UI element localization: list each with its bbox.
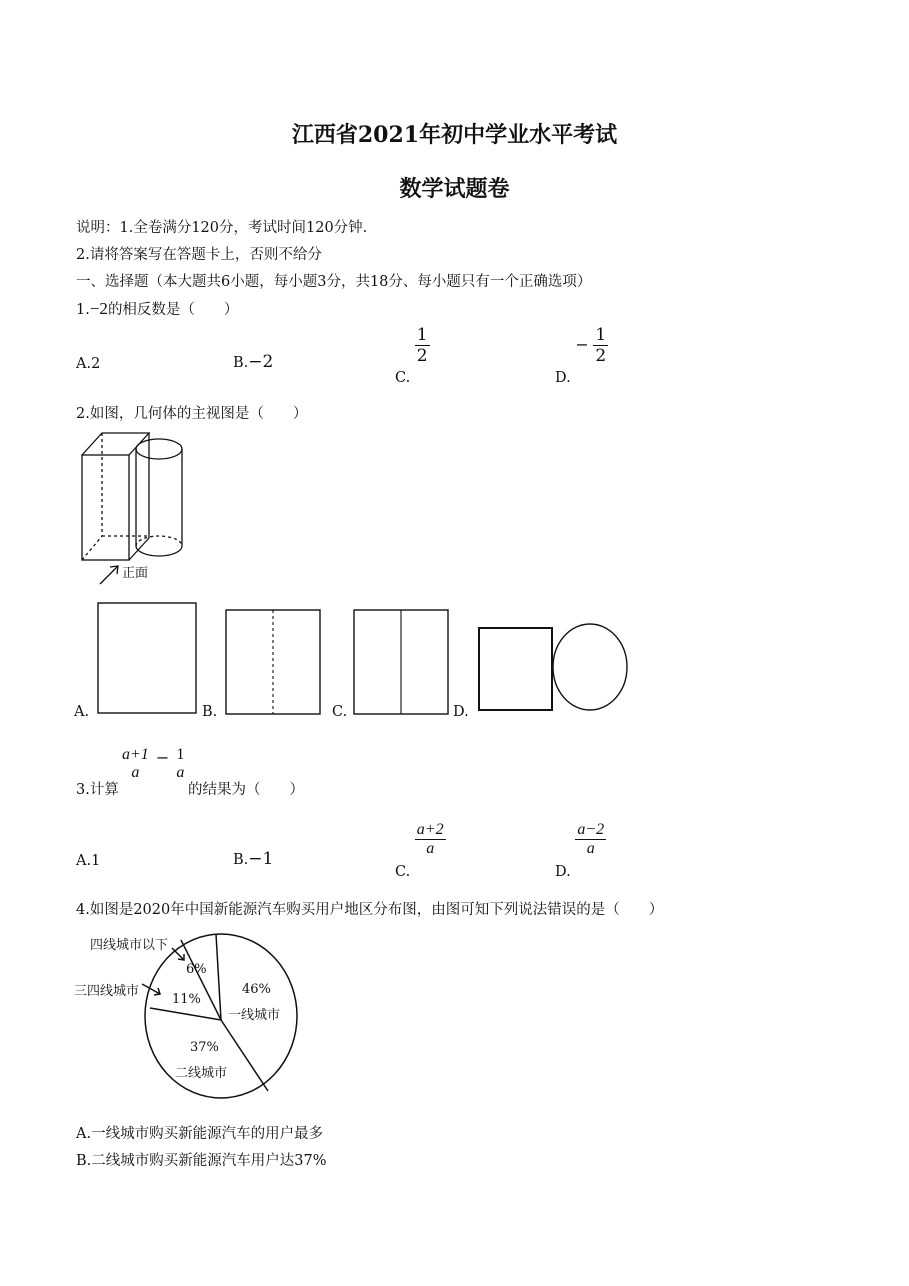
fraction-denominator: 2 bbox=[595, 346, 607, 366]
q1-option-d bbox=[555, 325, 608, 386]
q2-option-c-figure bbox=[352, 608, 452, 718]
pie-pct-tier4: 6% bbox=[186, 962, 207, 977]
pie-name-tier2: 二线城市 bbox=[175, 1066, 228, 1081]
q3-option-a bbox=[76, 853, 100, 869]
q3-fraction-1 bbox=[120, 746, 151, 782]
q1-option-d-label: D. bbox=[555, 369, 571, 386]
q1-option-a-value: 2 bbox=[91, 356, 101, 372]
q3-expression bbox=[120, 746, 186, 782]
question-4: 4.如图是2020年中国新能源汽车购买用户地区分布图，由图可知下列说法错误的是（ ） bbox=[76, 902, 664, 918]
q2-option-b-figure bbox=[224, 608, 324, 718]
fraction-numerator: a+2 bbox=[416, 821, 444, 838]
pie-label-tier3: 三四线城市 bbox=[74, 984, 140, 999]
q1-option-a-label: A. bbox=[76, 356, 92, 372]
q2-option-c-label: C. bbox=[332, 704, 348, 720]
q2-option-a-label: A. bbox=[74, 704, 90, 720]
fraction-denominator: a bbox=[176, 764, 185, 781]
q3-option-b bbox=[233, 849, 273, 869]
q3-minus: − bbox=[155, 747, 170, 767]
exam-subtitle: 数学试题卷 bbox=[399, 176, 510, 202]
q4-option-b: B.二线城市购买新能源汽车用户达37% bbox=[76, 1153, 327, 1169]
q1-option-a bbox=[76, 356, 100, 372]
q3-prefix: 3.计算 bbox=[76, 782, 119, 798]
fraction-numerator: a−2 bbox=[577, 821, 605, 838]
q3-option-a-value: 1 bbox=[91, 853, 101, 869]
fraction-numerator: a+1 bbox=[122, 746, 149, 763]
instruction-line-2: 2.请将答案写在答题卡上，否则不给分 bbox=[76, 247, 322, 263]
pie-label-tier4: 四线城市以下 bbox=[90, 938, 169, 953]
fraction-numerator: 1 bbox=[595, 325, 607, 345]
fraction-numerator: 1 bbox=[416, 325, 428, 345]
q3-option-c-label: C. bbox=[395, 863, 411, 880]
q2-option-d-label: D. bbox=[453, 704, 469, 720]
q3-option-d-label: D. bbox=[555, 863, 571, 880]
q1-option-c-fraction bbox=[415, 325, 430, 366]
question-2: 2.如图，几何体的主视图是（ ） bbox=[76, 406, 308, 422]
q2-option-b-label: B. bbox=[202, 704, 218, 720]
q3-option-d bbox=[555, 821, 606, 880]
q4-option-a: A.一线城市购买新能源汽车的用户最多 bbox=[76, 1126, 324, 1142]
q1-suffix: 的相反数是（ ） bbox=[107, 302, 239, 318]
q1-option-b-value: −2 bbox=[248, 352, 274, 372]
q3-option-c bbox=[395, 821, 446, 880]
fraction-denominator: a bbox=[575, 839, 606, 858]
q1-option-b-label: B. bbox=[233, 355, 249, 371]
instruction-line-1: 说明：1.全卷满分120分，考试时间120分钟. bbox=[76, 220, 368, 236]
q3-option-d-fraction bbox=[575, 821, 606, 858]
q3-suffix: 的结果为（ ） bbox=[188, 782, 304, 798]
exam-title: 江西省2021年初中学业水平考试 bbox=[291, 122, 618, 148]
q1-option-b bbox=[233, 352, 273, 372]
pie-pct-tier1: 46% bbox=[242, 982, 271, 997]
q1-option-c-label: C. bbox=[395, 369, 411, 386]
pie-pct-tier2: 37% bbox=[190, 1040, 219, 1055]
fraction-numerator: 1 bbox=[176, 746, 185, 763]
pie-name-tier1: 一线城市 bbox=[228, 1008, 281, 1023]
pie-pct-tier3: 11% bbox=[172, 992, 201, 1007]
q2-front-label: 正面 bbox=[122, 566, 149, 581]
fraction-denominator: a bbox=[131, 764, 140, 781]
q1-option-c bbox=[395, 325, 430, 386]
question-1 bbox=[76, 298, 238, 319]
q1-expr: −2 bbox=[89, 299, 108, 318]
q1-prefix: 1. bbox=[76, 302, 90, 318]
q2-option-a-figure bbox=[96, 600, 206, 720]
fraction-denominator: a bbox=[415, 839, 446, 858]
q3-fraction-2 bbox=[174, 746, 186, 782]
q3-option-b-label: B. bbox=[233, 852, 249, 868]
fraction-denominator: 2 bbox=[416, 346, 428, 366]
q1-option-d-sign: − bbox=[575, 334, 589, 354]
q3-option-c-fraction bbox=[415, 821, 446, 858]
q1-option-d-fraction bbox=[593, 325, 608, 366]
q3-option-b-value: −1 bbox=[248, 849, 274, 869]
q3-option-a-label: A. bbox=[76, 853, 92, 869]
section-heading: 一、选择题（本大题共6小题，每小题3分，共18分、每小题只有一个正确选项） bbox=[76, 274, 592, 290]
q2-option-d-figure bbox=[476, 622, 636, 722]
